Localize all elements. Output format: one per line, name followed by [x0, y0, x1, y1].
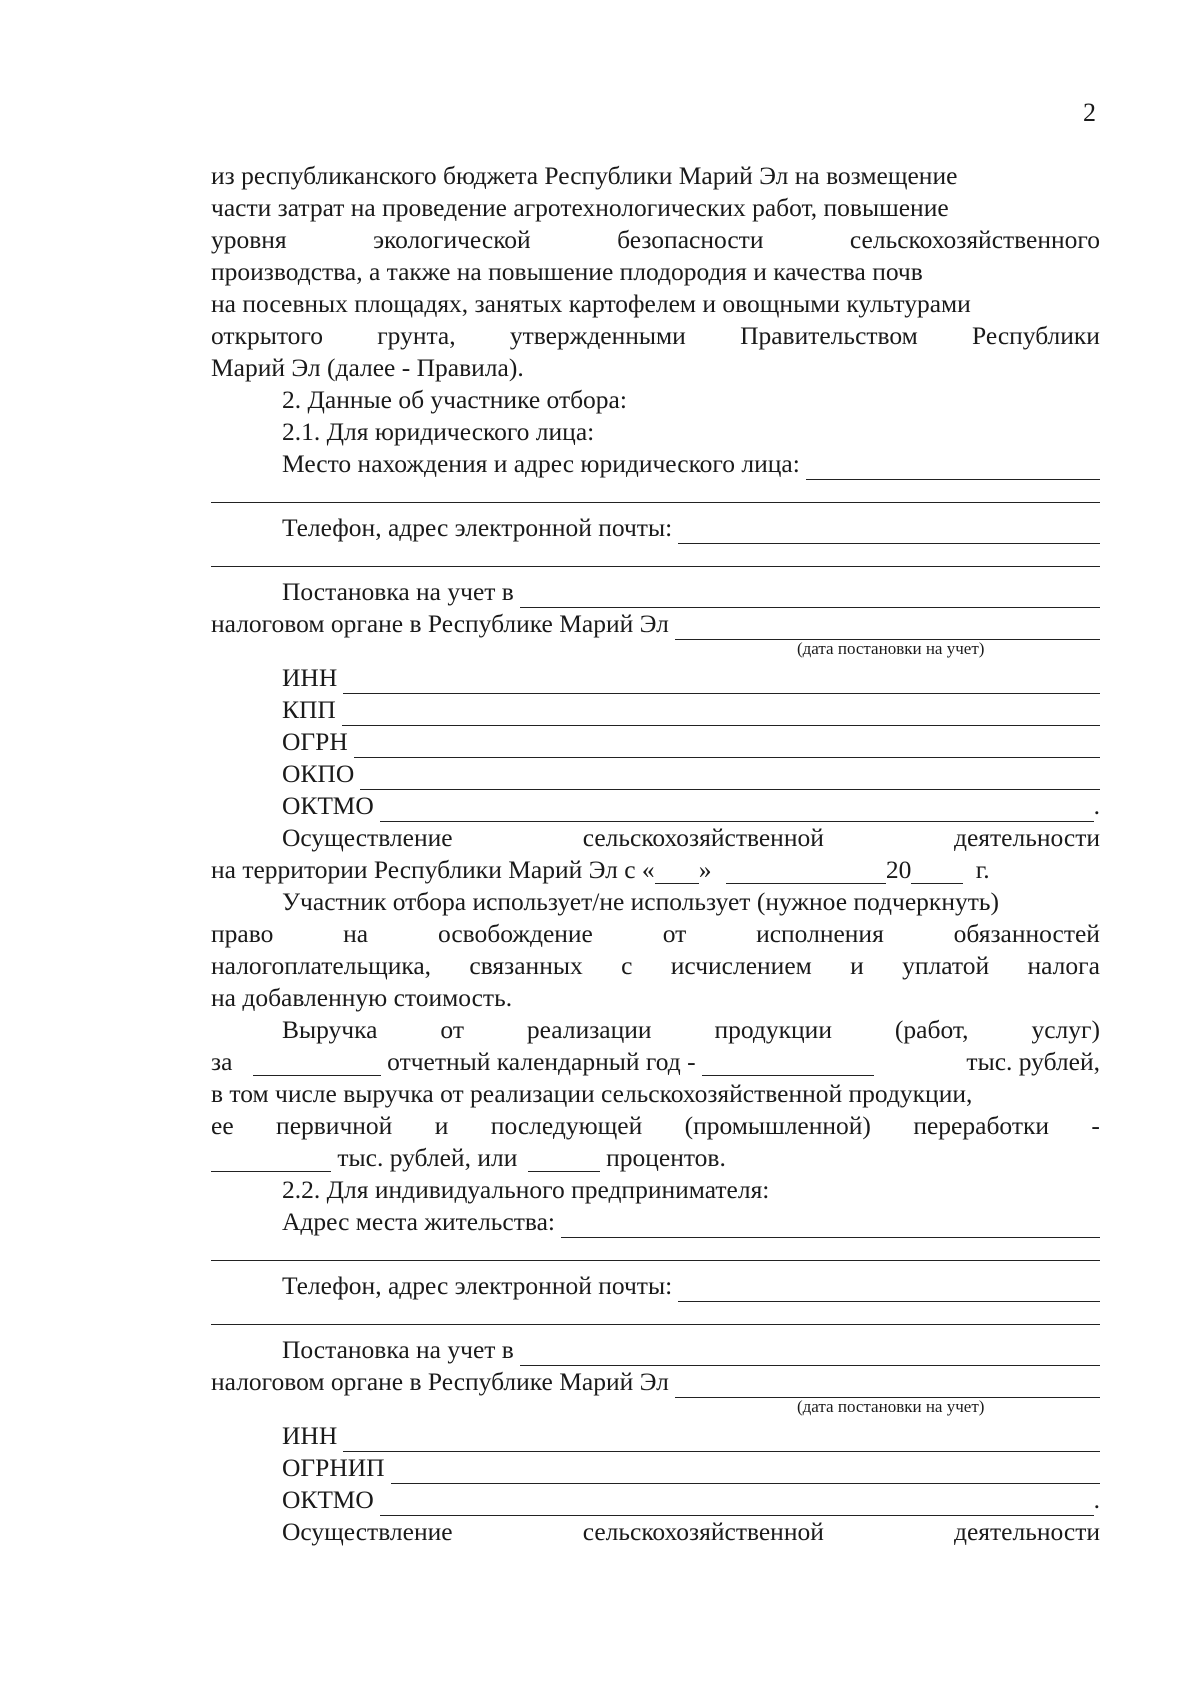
ip-phone-label: Телефон, адрес электронной почты: [282, 1271, 673, 1300]
section-2-heading: 2. Данные об участнике отбора: [282, 385, 627, 414]
vat-line-3 [211, 950, 1100, 982]
ip-inn-blank[interactable] [343, 1427, 1100, 1452]
intro-line [211, 224, 1100, 256]
legal-kpp-field[interactable] [211, 694, 1100, 726]
ip-ogrnip-label: ОГРНИП [282, 1453, 385, 1482]
legal-territory-text: на территории Республики Марий Эл с « [211, 855, 655, 884]
vat-line-2-word: исполнения [756, 919, 884, 948]
legal-address-label: Место нахождения и адрес юридического лица: [282, 449, 800, 478]
ip-registration-blank[interactable] [520, 1341, 1100, 1366]
legal-ogrn-label: ОГРН [282, 727, 348, 756]
legal-registration-field[interactable] [211, 576, 1100, 608]
legal-phone-label: Телефон, адрес электронной почты: [282, 513, 673, 542]
vat-line-2-word: на [343, 919, 369, 948]
intro-paragraph [211, 160, 1100, 352]
vat-line-3-word: с [621, 951, 633, 980]
legal-inn-field[interactable] [211, 662, 1100, 694]
intro-line [211, 160, 1100, 192]
revenue-line-4 [211, 1110, 1100, 1142]
revenue-line-4-word: последующей [490, 1111, 643, 1140]
intro-text: уровня [211, 225, 287, 254]
intro-text: грунта, [377, 321, 456, 350]
vat-line-2 [211, 918, 1100, 950]
revenue-line-4-word: (промышленной) [684, 1111, 871, 1140]
revenue-line-1-word: продукции [714, 1015, 832, 1044]
legal-oktmo-label: ОКТМО [282, 791, 374, 820]
revenue-line-4-word: первичной [276, 1111, 393, 1140]
legal-ogrn-blank[interactable] [354, 733, 1100, 758]
legal-okpo-blank[interactable] [360, 765, 1100, 790]
legal-address-blank[interactable] [806, 455, 1100, 480]
revenue-line-2[interactable] [211, 1046, 1100, 1078]
revenue-line-5-a: тыс. рублей, или [337, 1143, 518, 1172]
page-number: 2 [1083, 98, 1096, 127]
intro-text: Республики [972, 321, 1100, 350]
intro-text: экологической [373, 225, 531, 254]
legal-inn-label: ИНН [282, 663, 338, 692]
ip-activity-line [211, 1516, 1100, 1548]
revenue-line-3: в том числе выручка от реализации сельскохозяйственной продукции, [211, 1079, 973, 1108]
legal-inn-blank[interactable] [343, 669, 1100, 694]
revenue-thousand: тыс. рублей, [966, 1047, 1100, 1076]
revenue-percent-blank[interactable] [528, 1147, 600, 1172]
ip-activity-word: Осуществление [282, 1517, 453, 1546]
legal-address-field[interactable] [211, 448, 1100, 480]
ip-phone-blank[interactable] [678, 1277, 1100, 1302]
legal-oktmo-field[interactable] [211, 790, 1100, 822]
ip-registration-date-field[interactable] [211, 1366, 1100, 1398]
month-blank[interactable] [726, 859, 886, 884]
intro-text: сельскохозяйственного [849, 225, 1100, 254]
legal-oktmo-period: . [1093, 791, 1100, 820]
intro-line [211, 192, 1100, 224]
legal-territory-line[interactable] [211, 854, 1100, 886]
legal-kpp-label: КПП [282, 695, 336, 724]
ip-oktmo-field[interactable] [211, 1484, 1100, 1516]
ip-registration-label: Постановка на учет в [282, 1335, 514, 1364]
ip-oktmo-blank[interactable] [380, 1491, 1094, 1516]
revenue-line-4-word: переработки [913, 1111, 1050, 1140]
revenue-amount-blank[interactable] [702, 1051, 874, 1076]
revenue-za: за [211, 1047, 233, 1076]
revenue-line-5-b: процентов. [606, 1143, 726, 1172]
ip-inn-label: ИНН [282, 1421, 338, 1450]
vat-line-2-word: освобождение [437, 919, 593, 948]
legal-kpp-blank[interactable] [342, 701, 1100, 726]
vat-line-3-word: связанных [469, 951, 583, 980]
vat-line-3-word: и [850, 951, 864, 980]
intro-text: безопасности [617, 225, 764, 254]
vat-line-2-word: обязанностей [953, 919, 1100, 948]
ip-activity-word: деятельности [954, 1517, 1100, 1546]
vat-line-3-word: исчислением [670, 951, 812, 980]
legal-phone-field[interactable] [211, 512, 1100, 544]
ip-oktmo-label: ОКТМО [282, 1485, 374, 1514]
vat-line-2-word: от [662, 919, 687, 948]
legal-activity-word: сельскохозяйственной [582, 823, 824, 852]
vat-line-3-word: уплатой [902, 951, 990, 980]
revenue-line-1-word: (работ, [894, 1015, 969, 1044]
intro-text: производства, а также на повышение плодородия и качества почв [211, 257, 923, 286]
revenue-line-1-word: Выручка [282, 1015, 378, 1044]
year-suffix: г. [975, 855, 990, 884]
revenue-line-4-word: и [434, 1111, 449, 1140]
intro-text: из республиканского бюджета Республики Марий Эл на возмещение [211, 161, 958, 190]
legal-registration-blank[interactable] [520, 583, 1100, 608]
legal-okpo-label: ОКПО [282, 759, 355, 788]
vat-line-2-word: право [211, 919, 274, 948]
legal-activity-word: Осуществление [282, 823, 453, 852]
revenue-line-4-word: - [1091, 1111, 1100, 1140]
ip-address-blank-2[interactable] [211, 1238, 1100, 1270]
vat-line-1: Участник отбора использует/не использует (нужное подчеркнуть) [282, 887, 999, 916]
revenue-year-text: отчетный календарный год - [387, 1047, 696, 1076]
intro-text: Правительством [740, 321, 918, 350]
intro-line [211, 288, 1100, 320]
ip-registration-date-blank[interactable] [675, 1373, 1100, 1398]
legal-tax-authority-label: налоговом органе в Республике Марий Эл [211, 609, 669, 638]
legal-activity-line [211, 822, 1100, 854]
ip-phone-field[interactable] [211, 1270, 1100, 1302]
intro-text: части затрат на проведение агротехнологических работ, повышение [211, 193, 949, 222]
ip-ogrnip-blank[interactable] [391, 1459, 1100, 1484]
quote-close: » [698, 855, 712, 884]
intro-line [211, 320, 1100, 352]
legal-registration-label: Постановка на учет в [282, 577, 514, 606]
legal-registration-caption: (дата постановки на учет) [797, 639, 985, 658]
revenue-line-1-word: реализации [526, 1015, 652, 1044]
revenue-line-1 [211, 1014, 1100, 1046]
legal-registration-date-blank[interactable] [675, 615, 1100, 640]
section-2-1-heading: 2.1. Для юридического лица: [282, 417, 595, 446]
vat-line-3-word: налогоплательщика, [211, 951, 432, 980]
vat-line-4: на добавленную стоимость. [211, 983, 513, 1012]
intro-line [211, 256, 1100, 288]
legal-registration-date-field[interactable] [211, 608, 1100, 640]
legal-address-blank-2[interactable] [211, 480, 1100, 512]
ip-registration-caption: (дата постановки на учет) [797, 1397, 985, 1416]
legal-oktmo-blank[interactable] [380, 797, 1094, 822]
legal-phone-blank-2[interactable] [211, 544, 1100, 576]
ip-ogrnip-field[interactable] [211, 1452, 1100, 1484]
ip-phone-blank-2[interactable] [211, 1302, 1100, 1334]
ip-oktmo-period: . [1093, 1485, 1100, 1514]
legal-activity-word: деятельности [954, 823, 1100, 852]
revenue-line-5[interactable] [211, 1142, 1100, 1174]
legal-phone-blank[interactable] [678, 519, 1100, 544]
ip-address-blank[interactable] [561, 1213, 1100, 1238]
ip-tax-authority-label: налоговом органе в Республике Марий Эл [211, 1367, 669, 1396]
intro-last-line: Марий Эл (далее - Правила). [211, 353, 524, 382]
revenue-agri-blank[interactable] [211, 1147, 331, 1172]
revenue-line-1-word: от [440, 1015, 464, 1044]
document-body [211, 160, 1100, 1548]
day-blank[interactable] [655, 859, 699, 884]
intro-text: на посевных площадях, занятых картофелем и овощными культурами [211, 289, 971, 318]
revenue-line-1-word: услуг) [1031, 1015, 1100, 1044]
ip-activity-word: сельскохозяйственной [582, 1517, 824, 1546]
ip-registration-field[interactable] [211, 1334, 1100, 1366]
ip-address-label: Адрес места жительства: [282, 1207, 555, 1236]
vat-line-3-word: налога [1027, 951, 1100, 980]
year-blank[interactable] [911, 859, 963, 884]
revenue-line-4-word: ее [211, 1111, 234, 1140]
year-prefix: 20 [885, 855, 912, 884]
ip-address-field[interactable] [211, 1206, 1100, 1238]
section-2-2-heading: 2.2. Для индивидуального предпринимателя: [282, 1175, 770, 1204]
intro-text: утвержденными [509, 321, 686, 350]
legal-ogrn-field[interactable] [211, 726, 1100, 758]
legal-okpo-field[interactable] [211, 758, 1100, 790]
intro-text: открытого [211, 321, 323, 350]
ip-inn-field[interactable] [211, 1420, 1100, 1452]
revenue-year-blank[interactable] [253, 1051, 381, 1076]
